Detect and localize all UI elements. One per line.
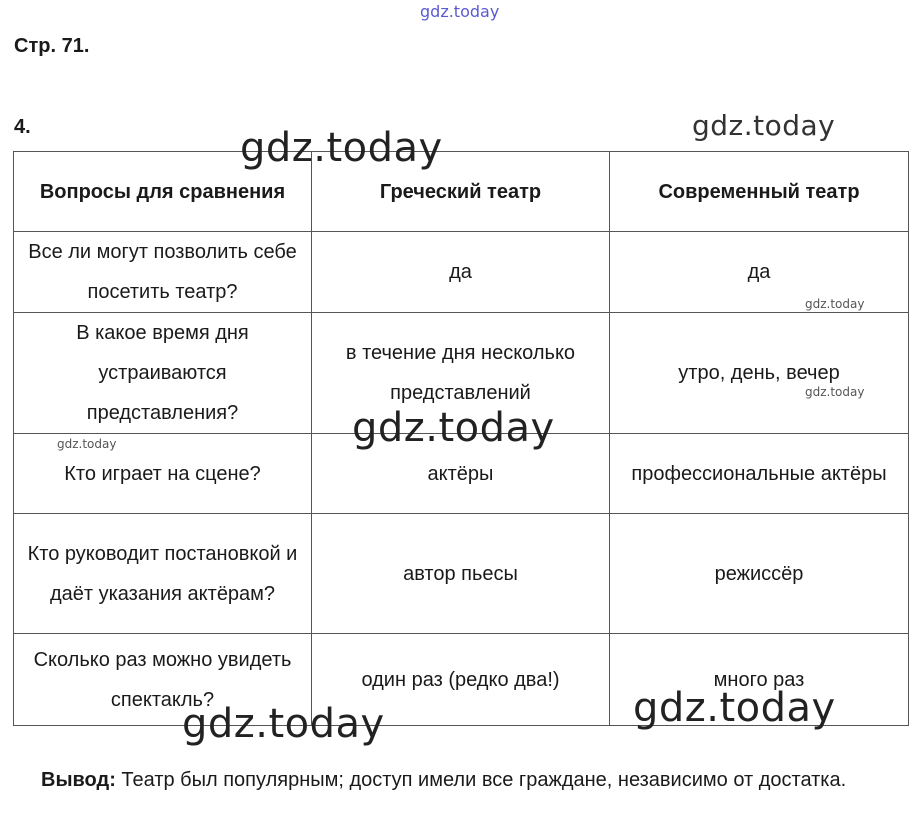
- watermark-bottom-left: gdz.today: [182, 701, 385, 747]
- cell-modern: утро, день, вечер: [610, 313, 909, 434]
- watermark-bottom-right: gdz.today: [633, 685, 836, 731]
- cell-modern: режиссёр: [610, 514, 909, 634]
- cell-greek: в течение дня несколько представлений: [312, 313, 610, 434]
- cell-question: Все ли могут позволить себе посетить театр?: [14, 232, 312, 313]
- cell-modern: много раз: [610, 634, 909, 726]
- watermark-cell-r3-left: gdz.today: [57, 437, 117, 451]
- cell-question: Сколько раз можно увидеть спектакль?: [14, 634, 312, 726]
- cell-question: Кто играет на сцене?: [14, 434, 312, 514]
- cell-greek: один раз (редко два!): [312, 634, 610, 726]
- watermark-over-header: gdz.today: [240, 125, 443, 171]
- watermark-middle-big: gdz.today: [352, 405, 555, 451]
- watermark-top: gdz.today: [420, 2, 500, 21]
- header-modern: Современный театр: [610, 152, 909, 232]
- page-number: Стр. 71.: [14, 35, 90, 57]
- table-header-row: [14, 152, 909, 232]
- watermark-cell-r1: gdz.today: [805, 297, 865, 311]
- cell-greek: автор пьесы: [312, 514, 610, 634]
- header-greek: Греческий театр: [312, 152, 610, 232]
- watermark-header-right: gdz.today: [692, 109, 836, 142]
- conclusion-text: Театр был популярным; доступ имели все граждане, независимо от достатка.: [115, 769, 847, 791]
- cell-greek: да: [312, 232, 610, 313]
- watermark-cell-r2: gdz.today: [805, 385, 865, 399]
- cell-modern: да: [610, 232, 909, 313]
- cell-greek: актёры: [312, 434, 610, 514]
- conclusion: [13, 760, 908, 800]
- table-row: [14, 514, 909, 634]
- cell-question: В какое время дня устраиваются представления?: [14, 313, 312, 434]
- cell-modern: профессиональные актёры: [610, 434, 909, 514]
- header-questions: Вопросы для сравнения: [14, 152, 312, 232]
- conclusion-label: Вывод:: [41, 769, 116, 791]
- table-row: [14, 232, 909, 313]
- cell-question: Кто руководит постановкой и даёт указания актёрам?: [14, 514, 312, 634]
- task-number: 4.: [14, 116, 31, 138]
